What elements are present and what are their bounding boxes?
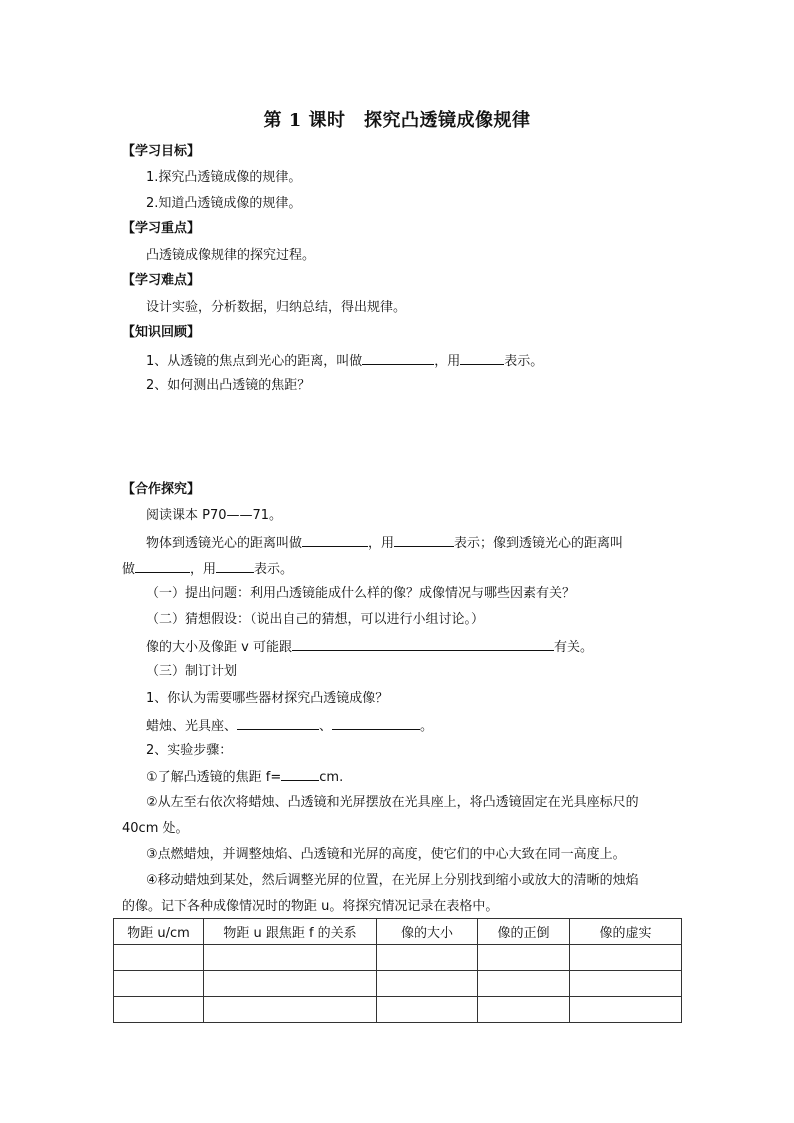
materials-line (146, 716, 433, 736)
table-cell[interactable] (478, 945, 570, 971)
dist-text-b: ，用 (368, 536, 395, 551)
review-heading: 【知识回顾】 (122, 325, 201, 340)
step-plan: （三）制订计划 (146, 664, 238, 679)
difficulty-text: 设计实验，分析数据，归纳总结，得出规律。 (146, 300, 407, 315)
procedure-step-2-line-1: ②从左至右依次将蜡烛、凸透镜和光屏摆放在光具座上，将凸透镜固定在光具座标尺的 (146, 795, 639, 810)
step-ask-question: （一）提出问题：利用凸透镜能成什么样的像？成像情况与哪些因素有关？ (146, 586, 576, 601)
dist-text-d: 做 (122, 562, 136, 577)
table-row (114, 997, 682, 1023)
table-cell[interactable] (204, 945, 377, 971)
materials-text-b: 、 (319, 719, 333, 734)
table-header-row (114, 919, 682, 945)
header-u-f-relation: 物距 u 跟焦距 f 的关系 (204, 919, 377, 945)
review-q1-text-a: 1、从透镜的焦点到光心的距离，叫做 (146, 354, 363, 369)
distance-definition-line-2 (122, 559, 293, 579)
table-cell[interactable] (570, 997, 682, 1023)
s1-text-b: cm. (319, 770, 344, 785)
page-title: 第 1 课时 探究凸透镜成像规律 (263, 110, 531, 131)
hypothesis-line (146, 637, 593, 657)
distance-definition-line-1 (146, 533, 623, 553)
step-hypothesis: （二）猜想假设：（说出自己的猜想，可以进行小组讨论。） (146, 612, 485, 627)
procedure-step-4-line-2: 的像。记下各种成像情况时的物距 u。将探究情况记录在表格中。 (122, 899, 499, 914)
table-cell[interactable] (114, 971, 204, 997)
table-row (114, 971, 682, 997)
guess-text-b: 有关。 (553, 640, 593, 655)
table-cell[interactable] (377, 997, 478, 1023)
header-image-real-virtual: 像的虚实 (570, 919, 682, 945)
dist-text-f: 表示。 (254, 562, 294, 577)
dist-text-c: 表示；像到透镜光心的距离叫 (454, 536, 624, 551)
plan-question-2: 2、实验步骤： (146, 743, 233, 758)
review-question-1 (146, 351, 543, 371)
review-question-2: 2、如何测出凸透镜的焦距？ (146, 378, 311, 393)
hypothesis-blank[interactable] (292, 637, 554, 651)
goals-heading: 【学习目标】 (122, 144, 201, 159)
object-distance-blank[interactable] (302, 533, 368, 547)
table-cell[interactable] (204, 971, 377, 997)
header-image-orientation: 像的正倒 (478, 919, 570, 945)
image-distance-symbol-blank[interactable] (216, 559, 254, 573)
dist-text-e: ，用 (190, 562, 217, 577)
material-blank-2[interactable] (332, 716, 420, 730)
focus-text: 凸透镜成像规律的探究过程。 (146, 248, 316, 263)
table-cell[interactable] (478, 997, 570, 1023)
materials-text-c: 。 (420, 719, 434, 734)
table-cell[interactable] (570, 971, 682, 997)
table-cell[interactable] (114, 997, 204, 1023)
record-table (113, 918, 682, 1023)
focal-symbol-blank[interactable] (460, 351, 504, 365)
table-cell[interactable] (570, 945, 682, 971)
header-object-distance: 物距 u/cm (114, 919, 204, 945)
s1-text-a: ①了解凸透镜的焦距 f= (146, 770, 282, 785)
difficulty-heading: 【学习难点】 (122, 273, 201, 288)
guess-text-a: 像的大小及像距 v 可能跟 (146, 640, 292, 655)
reading-assignment: 阅读课本 P70——71。 (146, 508, 283, 523)
goal-item-2: 2.知道凸透镜成像的规律。 (146, 196, 302, 211)
procedure-step-3: ③点燃蜡烛，并调整烛焰、凸透镜和光屏的高度，使它们的中心大致在同一高度上。 (146, 847, 626, 862)
table-cell[interactable] (204, 997, 377, 1023)
procedure-step-1 (146, 767, 343, 787)
review-q1-text-c: 表示。 (504, 354, 544, 369)
review-q1-text-b: ，用 (434, 354, 461, 369)
materials-text-a: 蜡烛、光具座、 (146, 719, 238, 734)
plan-question-1: 1、你认为需要哪些器材探究凸透镜成像？ (146, 691, 389, 706)
focus-heading: 【学习重点】 (122, 221, 201, 236)
object-distance-symbol-blank[interactable] (394, 533, 454, 547)
procedure-step-4-line-1: ④移动蜡烛到某处，然后调整光屏的位置，在光屏上分别找到缩小或放大的清晰的烛焰 (146, 873, 639, 888)
dist-text-a: 物体到透镜光心的距离叫做 (146, 536, 303, 551)
table-cell[interactable] (478, 971, 570, 997)
material-blank-1[interactable] (237, 716, 319, 730)
table-cell[interactable] (377, 945, 478, 971)
table-cell[interactable] (377, 971, 478, 997)
explore-heading: 【合作探究】 (122, 482, 201, 497)
focal-length-blank[interactable] (281, 767, 319, 781)
image-distance-blank[interactable] (135, 559, 190, 573)
procedure-step-2-line-2: 40cm 处。 (122, 821, 189, 836)
table-cell[interactable] (114, 945, 204, 971)
focal-term-blank[interactable] (362, 351, 434, 365)
header-image-size: 像的大小 (377, 919, 478, 945)
goal-item-1: 1.探究凸透镜成像的规律。 (146, 170, 302, 185)
table-row (114, 945, 682, 971)
